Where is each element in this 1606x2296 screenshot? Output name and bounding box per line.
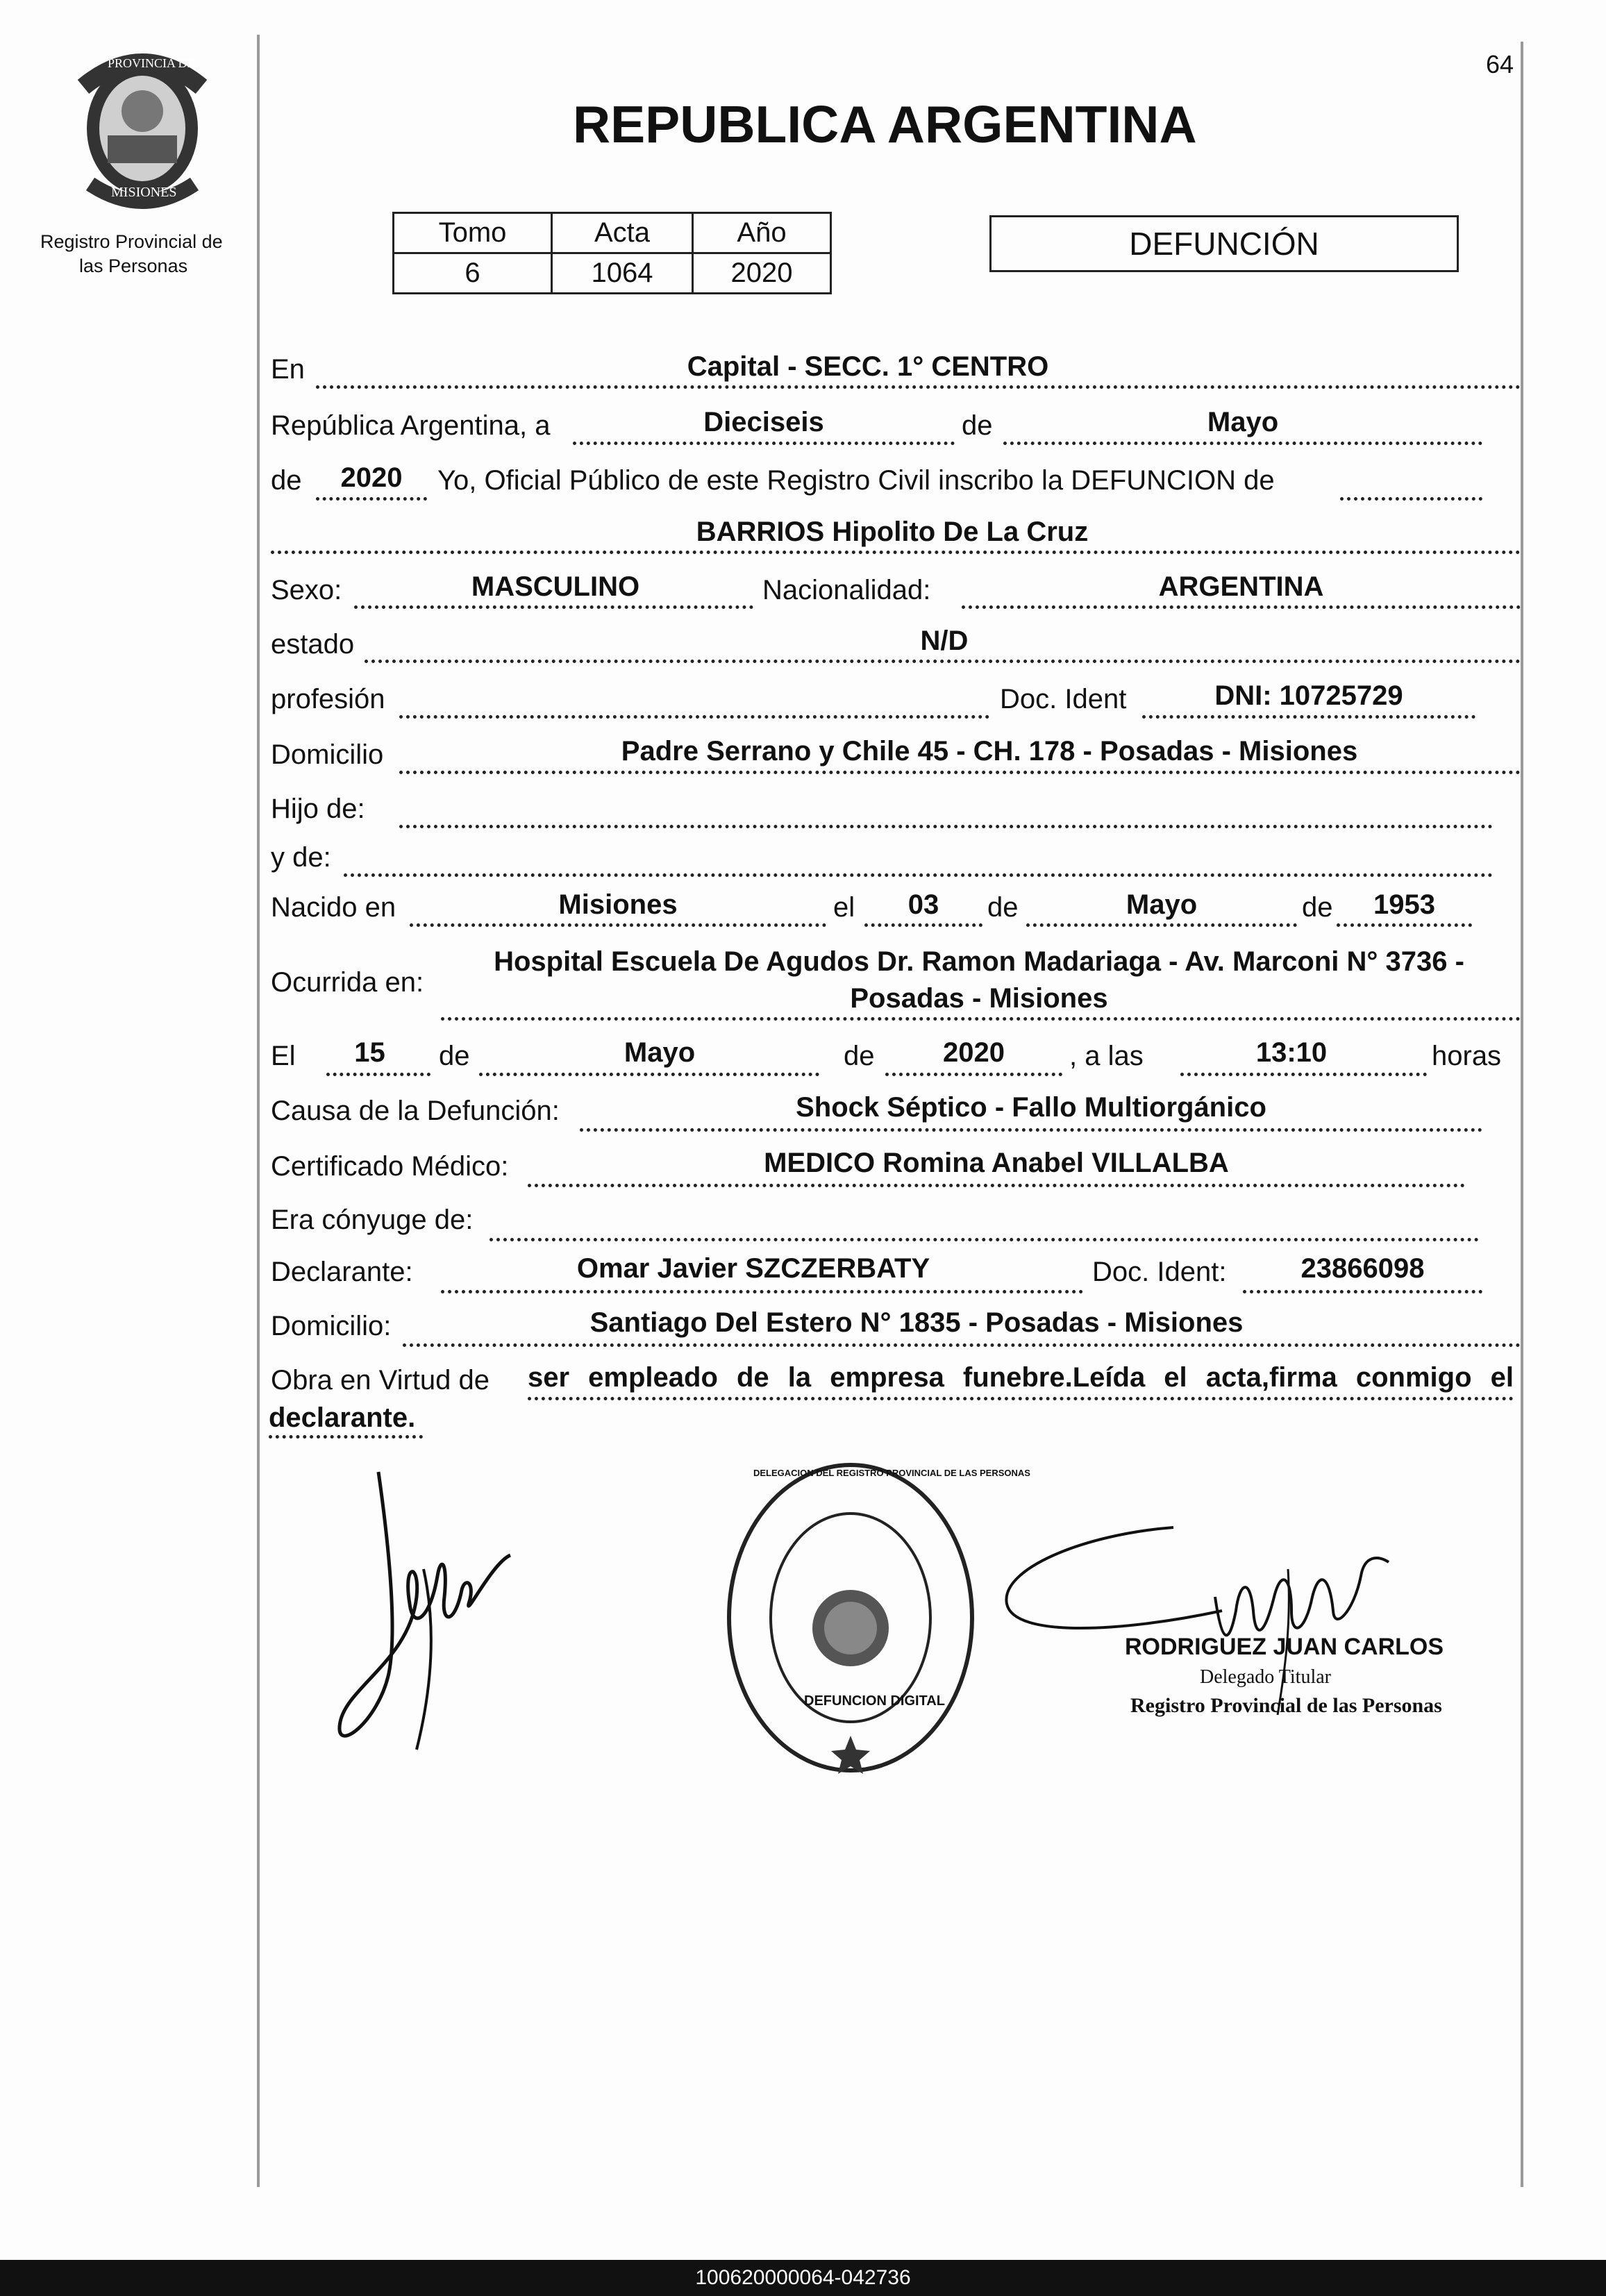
stamp-inner-text: DEFUNCION DIGITAL <box>804 1693 945 1709</box>
registry-name-line2: las Personas <box>79 255 188 276</box>
officer-title: Delegado Titular <box>1200 1666 1331 1688</box>
conyuge-label: Era cónyuge de: <box>271 1205 474 1235</box>
death-day-value: 15 <box>354 1037 385 1068</box>
left-margin-line <box>257 35 260 2187</box>
causa-dotted-line <box>580 1128 1482 1132</box>
stamp-ring-text: DELEGACION DEL REGISTRO PROVINCIAL DE LAS PERSONAS <box>753 1468 1030 1478</box>
hijo-dotted-line <box>399 825 1493 828</box>
seal-text-bottom: MISIONES <box>111 185 177 200</box>
inscribo-text: Yo, Oficial Público de este Registro Civil inscribo la DEFUNCION de <box>437 465 1275 496</box>
decl-doc-dotted-line <box>1243 1290 1482 1293</box>
birth-day-dotted-line <box>864 923 982 927</box>
de-label-2: de <box>271 465 302 496</box>
nacionalidad-value: ARGENTINA <box>1158 571 1324 602</box>
decl-dom-value: Santiago Del Estero N° 1835 - Posadas - Misiones <box>589 1307 1244 1338</box>
inscribo-dotted-line <box>1340 497 1482 501</box>
cert-value: MEDICO Romina Anabel VILLALBA <box>764 1148 1229 1178</box>
el2-label: El <box>271 1041 296 1071</box>
cert-label: Certificado Médico: <box>271 1151 509 1182</box>
death-time-dotted-line <box>1180 1073 1427 1076</box>
estado-value: N/D <box>920 626 969 656</box>
right-margin-line <box>1521 42 1523 2187</box>
decl-dom-label: Domicilio: <box>271 1311 392 1341</box>
record-table-header: Acta <box>552 213 693 253</box>
cert-dotted-line <box>528 1184 1465 1187</box>
page-title: REPUBLICA ARGENTINA <box>573 95 1197 153</box>
nacido-label: Nacido en <box>271 892 396 923</box>
officer-registry: Registro Provincial de las Personas <box>1130 1694 1442 1717</box>
barcode-number: 100620000064-042736 <box>695 2266 911 2289</box>
rep-label: República Argentina, a <box>271 410 551 441</box>
ocurrida-label: Ocurrida en: <box>271 967 424 998</box>
doc-dotted-line <box>1142 715 1475 719</box>
seal-text-top: PROVINCIA DE <box>108 56 195 70</box>
death-day-dotted-line <box>326 1073 430 1076</box>
month-dotted-line <box>1003 442 1482 445</box>
ocurrida-dotted-line <box>441 1017 1521 1021</box>
profesion-label: profesión <box>271 684 385 714</box>
birth-month-dotted-line <box>1026 923 1297 927</box>
de-label-1: de <box>962 410 993 441</box>
birth-month-value: Mayo <box>1126 889 1198 920</box>
sexo-dotted-line <box>354 605 753 609</box>
horas-label: horas <box>1432 1041 1502 1071</box>
en-label: En <box>271 354 305 385</box>
death-year-dotted-line <box>885 1073 1062 1076</box>
doc-value: DNI: 10725729 <box>1214 680 1403 711</box>
record-table-cell: 1064 <box>552 253 693 294</box>
nacido-value: Misiones <box>558 889 678 920</box>
year-dotted-line <box>316 497 427 501</box>
page-number: 64 <box>1486 50 1514 78</box>
ocurrida-value-line2: Posadas - Misiones <box>850 983 1108 1014</box>
death-year-value: 2020 <box>943 1037 1005 1068</box>
footer-bar <box>0 2260 1606 2296</box>
day-dotted-line <box>573 442 955 445</box>
record-table-header: Año <box>693 213 831 253</box>
decl-dom-dotted-line <box>403 1343 1521 1347</box>
record-table-header: Tomo <box>394 213 552 253</box>
domicilio-value: Padre Serrano y Chile 45 - CH. 178 - Posadas - Misiones <box>621 736 1358 766</box>
record-table <box>392 212 832 294</box>
estado-label: estado <box>271 629 355 660</box>
yde-dotted-line <box>344 873 1493 877</box>
officer-name: RODRIGUEZ JUAN CARLOS <box>1125 1634 1444 1660</box>
record-table-header-row <box>394 213 831 253</box>
death-month-dotted-line <box>479 1073 819 1076</box>
registry-name-line1: Registro Provincial de <box>40 231 223 252</box>
month-value: Mayo <box>1207 407 1279 437</box>
decl-doc-value: 23866098 <box>1300 1253 1425 1284</box>
declarant-signature <box>326 1458 549 1763</box>
decl-doc-label: Doc. Ident: <box>1092 1257 1227 1287</box>
domicilio-label: Domicilio <box>271 739 384 770</box>
obra-value-line2: declarante. <box>269 1402 416 1433</box>
nacido-dotted-line <box>410 923 826 927</box>
conyuge-dotted-line <box>490 1238 1479 1241</box>
birth-year-value: 1953 <box>1373 889 1435 920</box>
profesion-dotted-line <box>399 715 989 719</box>
deceased-dotted-line <box>271 551 1521 554</box>
nacionalidad-dotted-line <box>962 605 1521 609</box>
sexo-label: Sexo: <box>271 575 342 605</box>
obra-dotted-line-2 <box>269 1435 423 1439</box>
doc-label: Doc. Ident <box>1000 684 1127 714</box>
death-de-label-1: de <box>439 1041 470 1071</box>
causa-label: Causa de la Defunción: <box>271 1096 560 1126</box>
declarante-dotted-line <box>441 1290 1083 1293</box>
birth-day-value: 03 <box>907 889 939 920</box>
declarante-value: Omar Javier SZCZERBATY <box>576 1253 930 1284</box>
deceased-name-value: BARRIOS Hipolito De La Cruz <box>696 517 1089 547</box>
domicilio-dotted-line <box>399 771 1521 774</box>
record-table-cell: 6 <box>394 253 552 294</box>
ocurrida-value-line1: Hospital Escuela De Agudos Dr. Ramon Madariaga - Av. Marconi N° 3736 - <box>494 946 1464 977</box>
causa-value: Shock Séptico - Fallo Multiorgánico <box>796 1092 1266 1123</box>
en-value: Capital - SECC. 1° CENTRO <box>687 351 1049 382</box>
birth-de-label-1: de <box>987 892 1019 923</box>
record-table-value-row <box>394 253 831 294</box>
obra-value-line1: ser empleado de la empresa funebre.Leída el acta,firma conmigo el <box>528 1362 1514 1393</box>
obra-label: Obra en Virtud de <box>271 1365 490 1396</box>
record-type-label: DEFUNCIÓN <box>1129 226 1319 262</box>
nacionalidad-label: Nacionalidad: <box>762 575 931 605</box>
yde-label: y de: <box>271 842 331 873</box>
alas-label: , a las <box>1069 1041 1144 1071</box>
death-de-label-2: de <box>844 1041 875 1071</box>
declarante-label: Declarante: <box>271 1257 413 1287</box>
birth-year-dotted-line <box>1337 923 1472 927</box>
estado-dotted-line <box>365 660 1521 663</box>
year-value: 2020 <box>340 462 403 493</box>
day-words-value: Dieciseis <box>703 407 824 437</box>
el-label: el <box>833 892 855 923</box>
sexo-value: MASCULINO <box>471 571 640 602</box>
birth-de-label-2: de <box>1302 892 1333 923</box>
record-type-box <box>989 215 1459 272</box>
death-month-value: Mayo <box>624 1037 696 1068</box>
en-dotted-line <box>316 385 1521 389</box>
death-time-value: 13:10 <box>1255 1037 1328 1068</box>
hijo-label: Hijo de: <box>271 794 365 824</box>
record-table-cell: 2020 <box>693 253 831 294</box>
registry-stamp <box>722 1458 979 1777</box>
obra-dotted-line-1 <box>528 1397 1514 1400</box>
